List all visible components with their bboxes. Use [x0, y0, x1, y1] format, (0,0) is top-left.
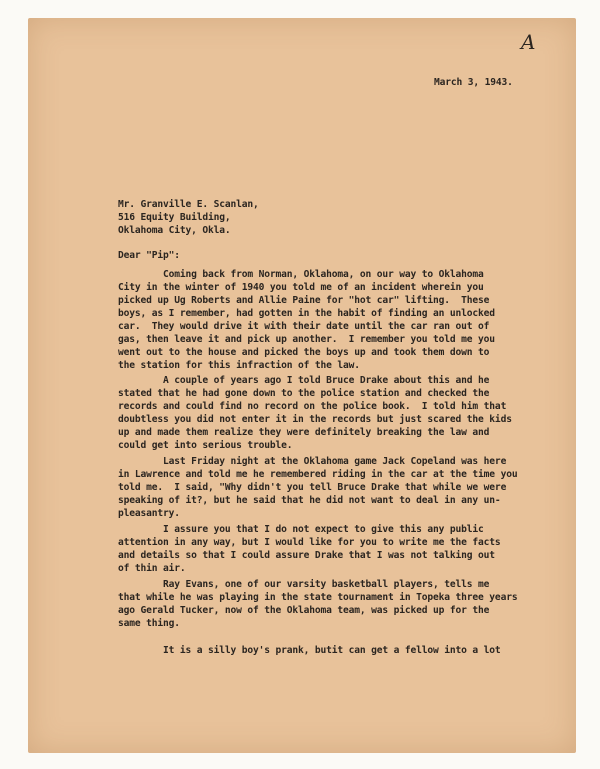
letter-paragraph: [118, 269, 495, 377]
paragraph-line: same thing.: [118, 618, 180, 629]
salutation: Dear "Pip":: [118, 250, 180, 261]
paragraph-line: and details so that I could assure Drake that I was not talking out: [118, 550, 495, 561]
paragraph-line: told me. I said, "Why didn't you tell Bruce Drake that while we were: [118, 482, 507, 493]
address-line: 516 Equity Building,: [118, 212, 231, 223]
handwritten-corner-mark: A: [521, 30, 536, 54]
letter-paragraph: [118, 524, 501, 584]
paragraph-line: Coming back from Norman, Oklahoma, on our way to Oklahoma: [118, 269, 484, 280]
paragraph-line: speaking of it?, but he said that he did not want to deal in any un-: [118, 495, 501, 506]
paragraph-line: Ray Evans, one of our varsity basketball players, tells me: [118, 579, 490, 590]
letter-paragraph: [118, 456, 518, 528]
paragraph-line: pleasantry.: [118, 508, 180, 519]
paragraph-line: gas, then leave it and pick up another. I remember you told me you: [118, 334, 495, 345]
paragraph-line: I assure you that I do not expect to give this any public: [118, 524, 484, 535]
letter-date: March 3, 1943.: [434, 77, 513, 88]
paragraph-line: the station for this infraction of the law.: [118, 360, 360, 371]
paragraph-line: doubtless you did not enter it in the records but just scared the kids: [118, 414, 512, 425]
paragraph-line: It is a silly boy's prank, butit can get a fellow into a lot: [118, 645, 501, 656]
paragraph-line: could get into serious trouble.: [118, 440, 293, 451]
letter-paragraph: [118, 645, 501, 669]
paragraph-line: of thin air.: [118, 563, 186, 574]
paragraph-line: A couple of years ago I told Bruce Drake about this and he: [118, 375, 490, 386]
paragraph-line: records and could find no record on the police book. I told him that: [118, 401, 507, 412]
paragraph-line: car. They would drive it with their date until the car ran out of: [118, 321, 490, 332]
paragraph-line: Last Friday night at the Oklahoma game Jack Copeland was here: [118, 456, 507, 467]
recipient-address: [118, 199, 259, 247]
paragraph-line: picked up Ug Roberts and Allie Paine for "hot car" lifting. These: [118, 295, 490, 306]
paragraph-line: that while he was playing in the state tournament in Topeka three years: [118, 592, 518, 603]
paragraph-line: ago Gerald Tucker, now of the Oklahoma team, was picked up for the: [118, 605, 490, 616]
paragraph-line: went out to the house and picked the boys up and took them down to: [118, 347, 490, 358]
paragraph-line: City in the winter of 1940 you told me of an incident wherein you: [118, 282, 484, 293]
paragraph-line: boys, as I remember, had gotten in the habit of finding an unlocked: [118, 308, 495, 319]
paragraph-line: in Lawrence and told me he remembered riding in the car at the time you: [118, 469, 518, 480]
paragraph-line: up and made them realize they were definitely breaking the law and: [118, 427, 490, 438]
paragraph-line: attention in any way, but I would like for you to write me the facts: [118, 537, 501, 548]
paragraph-line: stated that he had gone down to the police station and checked the: [118, 388, 490, 399]
letter-paragraph: [118, 579, 518, 639]
address-line: Oklahoma City, Okla.: [118, 225, 231, 236]
letter-paragraph: [118, 375, 512, 459]
address-line: Mr. Granville E. Scanlan,: [118, 199, 259, 210]
